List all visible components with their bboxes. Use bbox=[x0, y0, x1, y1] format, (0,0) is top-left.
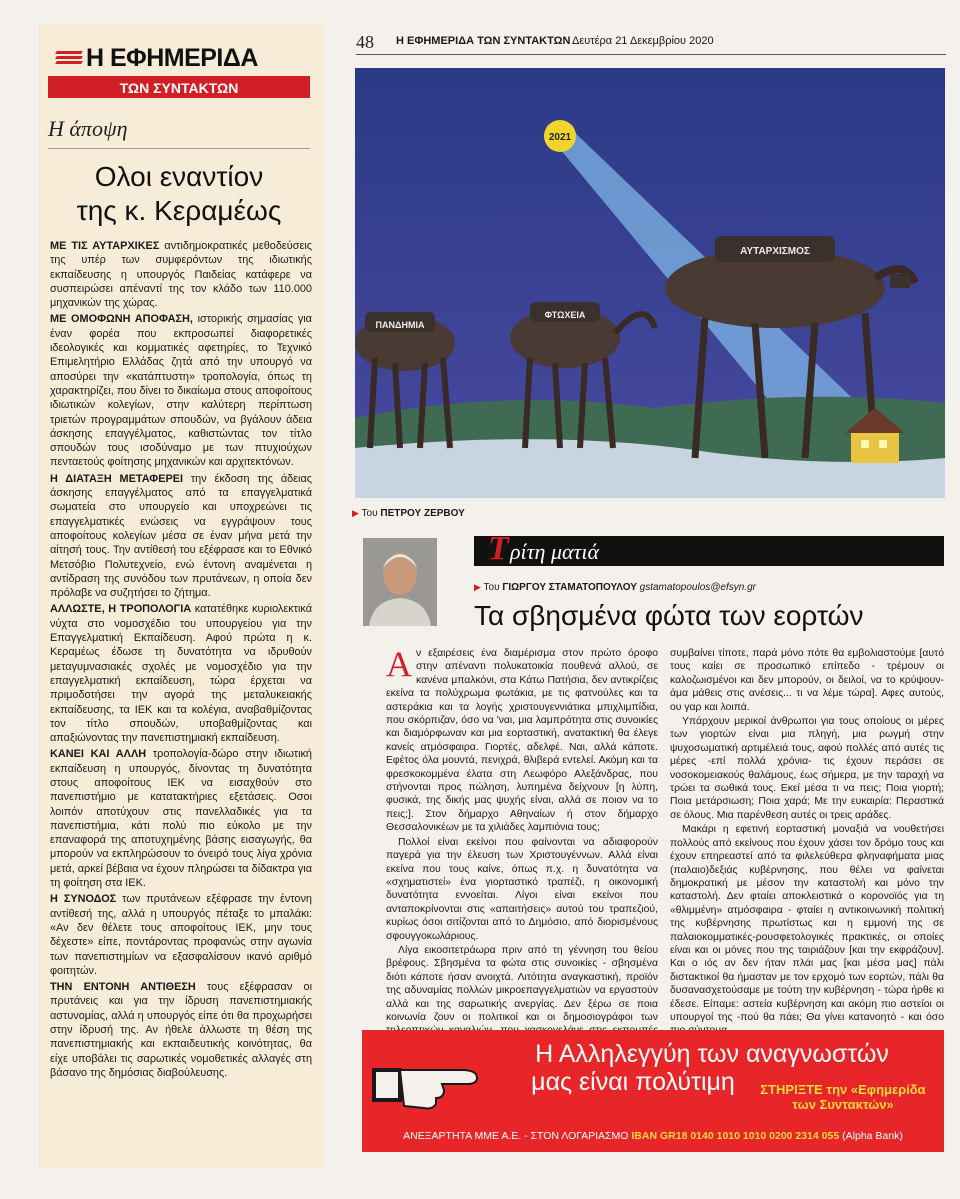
paragraph-lead: ΤΗΝ ΕΝΤΟΝΗ ΑΝΤΙΘΕΣΗ bbox=[50, 981, 196, 994]
opinion-headline bbox=[48, 160, 310, 228]
paragraph-text: κατατέθηκε κυριολεκτικά νύχτα στο νομοσχέδιο του υπουργείου για την Επαγγελματική Εκπαίδευση. Αφού πρώτα η κ. Κεραμέως έδωσε τη δυνατότητα να ιδρυθούν μεταγυμνασιακές σχολές με νομοσχέδιο για την επαγγελματική εκπαίδευση, τώρα έρχεται να πριμοδοτήσει την αγορά της μεταλυκειακής εκπαίδευσης, τα ΙΕΚ και τα κολέγια, αναβαθμίζοντας τον τίτλο σπουδών, υποβαθμίζοντας και απαξιώνοντας την πανεπιστημιακή εκπαίδευση. bbox=[50, 603, 312, 745]
iban-label: IBAN bbox=[631, 1130, 658, 1142]
article-column-1 bbox=[386, 644, 658, 1052]
column-initial: Τ bbox=[488, 530, 509, 567]
paragraph bbox=[50, 602, 312, 745]
paragraph: Υπάρχουν μερικοί άνθρωποι για τους οποίους οι μέρες των γιορτών είναι μια πληγή, μια ρωγμή στην ψυχοσωματική αρτιμέλειά τους, αφού πολλές από αυτές τις μέρες -επί πολλά χρόνια- τις έχουν περάσει σε νοσοκομειακούς θαλάμους, έως σήμερα, με την ταραχή να τρώει τα σωθικά τους. Εκεί μέσα τι να πεις; Ποια γιορτή; Ποια μετάρσιωση; Ποια χαρά; Με την ευκαιρία: Περαστικά σε όλους. Μια παρένθεση αυτές οι τρεις αράδες. bbox=[670, 716, 944, 821]
article-headline: Τα σβησμένα φώτα των εορτών bbox=[474, 600, 864, 631]
paragraph bbox=[386, 644, 658, 835]
tank-label: ΠΑΝΔΗΜΙΑ bbox=[375, 320, 425, 330]
paragraph-text: των πρυτάνεων εξέφρασε την έντονη αντίθεσή της, αλλά η υπουργός πέταξε το μπαλάκι: «Αν δεν θέλετε τους αποφοίτους ΙΕΚ, μην τους δέχεστε» είπε, ποντάροντας προφανώς στην αγωνία των πανεπιστημίων να εξασφαλίσουν ικανό αριθμό φοιτητών. bbox=[50, 893, 312, 977]
iban-number: GR18 0140 1010 1010 0200 2314 055 bbox=[659, 1130, 840, 1142]
paragraph-text: τροπολογία-δώρο στην ιδιωτική εκπαίδευση η υπουργός, δίνοντας τη δυνατότητα στους αποφοίτους ΙΕΚ να εισαχθούν στο πανεπιστήμιο με κατατακτήριες εξετάσεις. Οσοι λοιπόν αποτύχουν στις πανελλαδικές για τα πανεπιστήμια, κάτι πολύ πιο εύκολο με την επαναφορά της αποτυχημένης βάσης εισαγωγής, θα μπορούν να εκπληρώσουν το όνειρό τους λίγα χρόνια μετά, αρκεί βέβαια να έχουν πληρώσει τα δίδακτρα για τη φοίτηση στα ΙΕΚ. bbox=[50, 748, 312, 890]
paragraph-text: ιστορικής σημασίας για έναν φορέα που εκπροσωπεί διαφορετικές ιδεολογικές και κομματικές αφετηρίες, το Τεχνικό Επιμελητήριο Ελλάδας ζητά από την υπουργό να αποσύρει την «κατάπτυστη» τροπολογία, όπως τη χαρακτηρίζει, που δίνει το δικαίωμα στους αποφοίτους ιδιωτικών κολεγίων, στην καλύτερη περίπτωση τριετών προγραμμάτων σπουδών, να βγάλουν άδεια άσκησης επαγγέλματος, καθιστώντας τον τίτλο σπουδών τους ισοδύναμο με των πτυχιούχων πενταετούς φοίτησης μηχανικών και αρχιτεκτόνων. bbox=[50, 313, 312, 469]
person-portrait-icon bbox=[363, 538, 437, 626]
paragraph bbox=[50, 312, 312, 469]
opinion-body bbox=[50, 239, 312, 1082]
masthead-title-box bbox=[48, 44, 310, 79]
masthead-title: Η ΕΦΗΜΕΡΙΔΑ bbox=[86, 44, 258, 72]
paragraph: Πολλοί είναι εκείνοι που φαίνονται να αδιαφορούν παγερά για την έλευση των Χριστουγέννων. Αλλά είναι εκείνα που τους καίνε, όπως π.χ. η δυνατότητα να «σχηματιστεί» ένα γιορταστικό τραπέζι, η οικονομική δυνατότητα εννοείται. Λίγοι είναι εκείνοι που ανταποκρίνονται στις «απαιτήσεις» αυτού του τραπεζιού, κυρίως όσοι σιτίζονται από το Δημόσιο, από διορισμένους σφουγγοκωλάριους. bbox=[386, 836, 658, 942]
solidarity-ad bbox=[362, 1030, 944, 1152]
author-name: ΓΙΩΡΓΟΥ ΣΤΑΜΑΤΟΠΟΥΛΟΥ bbox=[502, 582, 637, 593]
paragraph bbox=[50, 239, 312, 310]
editorial-cartoon bbox=[355, 68, 945, 498]
tank-label: ΑΥΤΑΡΧΙΣΜΟΣ bbox=[740, 246, 810, 257]
ad-footer-prefix: ΑΝΕΞΑΡΤΗΤΑ ΜΜΕ Α.Ε. - ΣΤΟΝ ΛΟΓΑΡΙΑΣΜΟ bbox=[403, 1130, 629, 1142]
pointing-hand-icon bbox=[372, 1050, 492, 1120]
page-folio bbox=[356, 32, 946, 55]
author-photo bbox=[363, 538, 437, 626]
ad-bank-info bbox=[362, 1130, 944, 1142]
folio-paper-name: Η ΕΦΗΜΕΡΙΔΑ ΤΩΝ ΣΥΝΤΑΚΤΩΝ bbox=[396, 35, 571, 47]
ad-support-text: ΣΤΗΡΙΞΤΕ την «Εφημερίδα των Συντακτών» bbox=[760, 1082, 926, 1112]
masthead-logo bbox=[48, 44, 310, 106]
masthead-subtitle: ΤΩΝ ΣΥΝΤΑΚΤΩΝ bbox=[48, 78, 310, 98]
bank-name: (Alpha Bank) bbox=[842, 1130, 903, 1142]
paragraph-lead: ΑΛΛΩΣΤΕ, Η ΤΡΟΠΟΛΟΓΙΑ bbox=[50, 603, 192, 616]
opinion-column bbox=[38, 24, 324, 1169]
paragraph-lead: ΚΑΝΕΙ ΚΑΙ ΑΛΛΗ bbox=[50, 748, 147, 761]
triangle-icon: ▶ bbox=[474, 582, 481, 592]
byline bbox=[474, 582, 756, 593]
article-column-2 bbox=[670, 647, 944, 1039]
paragraph-text: ν εξαιρέσεις ένα διαμέρισμα στον πρώτο όροφο στην απέναντι πολυκατοικία πουθενά αλλού, σε κανένα μπαλκόνι, στα Κάτω Πατήσια, δεν αντικρίζεις εκείνα τα πολύχρωμα φωτάκια, με τις φατνούλες και τα αστεράκια και τα λογής χριστουγεννιάτικα μπιχλιμπίδια, που σκόρπιζαν, όσο να 'ναι, μια λαμπρότητα στις συνοικίες και διαμόρφωναν και μια εορταστική, ανατακτική θα έλεγε κανείς ατμόσφαιρα. Γιορτές, αδελφέ. Ναι, αλλά κάποτε. Εφέτος όλα μουντά, πενιχρά, θλιβερά εντελεί. Ακόμη και τα φρεσκοκομμένα έλατα στη Λεωφόρο Αλεξάνδρας, που στήνονται προς πώληση, λυπημένα δείχνουν [η λύπη, φυσικά, της δικής μας ψυχής είναι, αλλά σε ποιον να το πεις;]. Στον δήμαρχο Αθηναίων ή στον δήμαρχο Θεσσαλονικέων με τα χιλιάδες λαμπιόνια τους; bbox=[386, 648, 658, 834]
paragraph-text: την έκδοση της άδειας άσκησης επαγγέλματος από τα επαγγελματικά σωματεία στο υπουργείο και υποχρεώνει τις επαγγελματικές ενώσεις να εγγράψουν τους αποφοίτους κολεγίων μέσα σε έναν μήνα μετά την αίτησή τους. Την αντίθεσή του εξέφρασε και το Εθνικό Μετσόβιο Πολυτεχνείο, ενώ έντονη αναμένεται η αντίδραση της συνόδου των πρυτάνεων, η οποία δεν πρόλαβε να συζητήσει το ζήτημα. bbox=[50, 472, 312, 600]
paragraph-lead: Η ΣΥΝΟΔΟΣ bbox=[50, 893, 117, 906]
author-email: gstamatopoulos@efsyn.gr bbox=[639, 582, 756, 593]
section-label: Η άποψη bbox=[48, 116, 128, 141]
divider bbox=[48, 148, 310, 149]
moon-label: 2021 bbox=[548, 132, 572, 143]
drop-cap: Α bbox=[386, 644, 412, 684]
byline-prefix: Του bbox=[483, 582, 500, 593]
cartoon-credit bbox=[352, 508, 465, 519]
cartoonist-name: ΠΕΤΡΟΥ ΖΕΡΒΟΥ bbox=[380, 508, 465, 519]
ad-title: Η Αλληλεγγύη των αναγνωστών bbox=[535, 1040, 889, 1068]
headline-line-2: της κ. Κεραμέως bbox=[76, 195, 282, 226]
page-number: 48 bbox=[356, 32, 374, 52]
paragraph: Λίγα εικοσιτετράωρα πριν από τη γέννηση του θείου βρέφους. Σβησμένα τα φώτα στις συνοικίες - σβησμένα διότι κάποτε ήσαν ανοιχτά. Λιτότητα αναγκαστική, προϊόν της αδυναμίας πολλών μικροεπαγγελματιών να εργαστούν αλλά και της σαρωτικής ανεργίας. Δεν ξέρω σε ποια κοινωνία ζουν οι πολιτικοί και οι δημοσιογράφοι των bbox=[386, 944, 658, 1023]
paragraph bbox=[50, 747, 312, 890]
paragraph bbox=[50, 472, 312, 601]
paragraph-lead: Η ΔΙΑΤΑΞΗ ΜΕΤΑΦΕΡΕΙ bbox=[50, 472, 184, 485]
credit-prefix: Του bbox=[361, 508, 378, 519]
paragraph bbox=[50, 980, 312, 1080]
paragraph bbox=[50, 892, 312, 978]
paragraph-lead: ΜΕ ΤΙΣ ΑΥΤΑΡΧΙΚΕΣ bbox=[50, 240, 160, 252]
paragraph-text: αντιδημοκρατικές μεθοδεύσεις της υπέρ των συμφερόντων της ιδιωτικής εκπαίδευσης η υπουργός Παιδείας κατάφερε να συσπειρώσει απέναντί της τον κλάδο των 110.000 μηχανικών της χώρας. bbox=[50, 240, 312, 310]
ad-subtitle: μας είναι πολύτιμη bbox=[531, 1068, 735, 1096]
column-title: ρίτη ματιά bbox=[510, 539, 600, 564]
tank-label: ΦΤΩΧΕΙΑ bbox=[544, 310, 586, 320]
paragraph-text: τους εξέφρασαν οι πρυτάνεις και για την ίδρυση πανεπιστημιακής αστυνομίας, αλλά η υπουργός είπε ότι θα προχωρήσει στην ίδρυσή της. Αν ήθελε άλλωστε τη θέση της πανεπιστημιακής και εκπαιδευτικής κοινότητας, θα είχε υποβάλει τις σαρωτικές νομοθετικές αλλαγές στη βάσανο της δημόσιας διαβούλευσης. bbox=[50, 981, 312, 1079]
speed-stripes-icon bbox=[56, 51, 82, 69]
paragraph-lead: ΜΕ ΟΜΟΦΩΝΗ ΑΠΟΦΑΣΗ, bbox=[50, 313, 193, 326]
paragraph: συμβαίνει τίποτε, παρά μόνο πότε θα εμβολιαστούμε [αυτό τους καίει σε προσωπικό επίπεδο - τρέμουν οι καλοζωισμένοι και δεν μπορούν, οι δειλοί, να το κρύψουν- άμα μάθεις στις ανέσεις... τι να λέμε τώρα]. Αφες αυτούς, ου γαρ και λοιπά. bbox=[670, 648, 944, 713]
folio-date: Δευτέρα 21 Δεκεμβρίου 2020 bbox=[572, 35, 714, 47]
paragraph: Μακάρι η εφετινή εορταστική μοναξιά να νουθετήσει πολλούς από εκείνους που έχουν χάσει τον δρόμο τους και έχουν επηρεαστεί από τα φιλελεύθερα φληναφήματα μιας (παλαιο)δεξιάς κυβέρνησης, που θέλει να φαίνεται δημοκρατική με μέσον την καταστολή και μόνο την καταστολή. Δεν φταίει αποκλειστικά ο κορονοϊός για τη «θλιμμένη» ατμόσφαιρα - φταίει η αντικοινωνική πολιτική της κυβέρνησης πρωτίστως και η εμμονή της σε παλαιοκομματικές-ρουσφετολογικές πρακτικές, οι οποίες είναι και οι μόνες που της ταιριάζουν [και την εκφράζουν]. Και ο ιός αν δεν ήταν πλάι μας [και μέσα μας] πάλι διστακτικοί θα ήμασταν με τον ερχομό των εορτών, πάλι θα δυσανασχετούσαμε με τούτη την κυβέρνηση - τώρα ήρθε κι έδεσε. Είπαμε: αστεία κυβέρνηση και ακόμη πιο αστείοι οι υπουργοί της -πού θα πάει; Θα γίνει κατανοητό - και όσο bbox=[670, 824, 944, 1023]
triangle-icon: ▶ bbox=[352, 508, 359, 518]
headline-line-1: Ολοι εναντίον bbox=[94, 161, 264, 192]
